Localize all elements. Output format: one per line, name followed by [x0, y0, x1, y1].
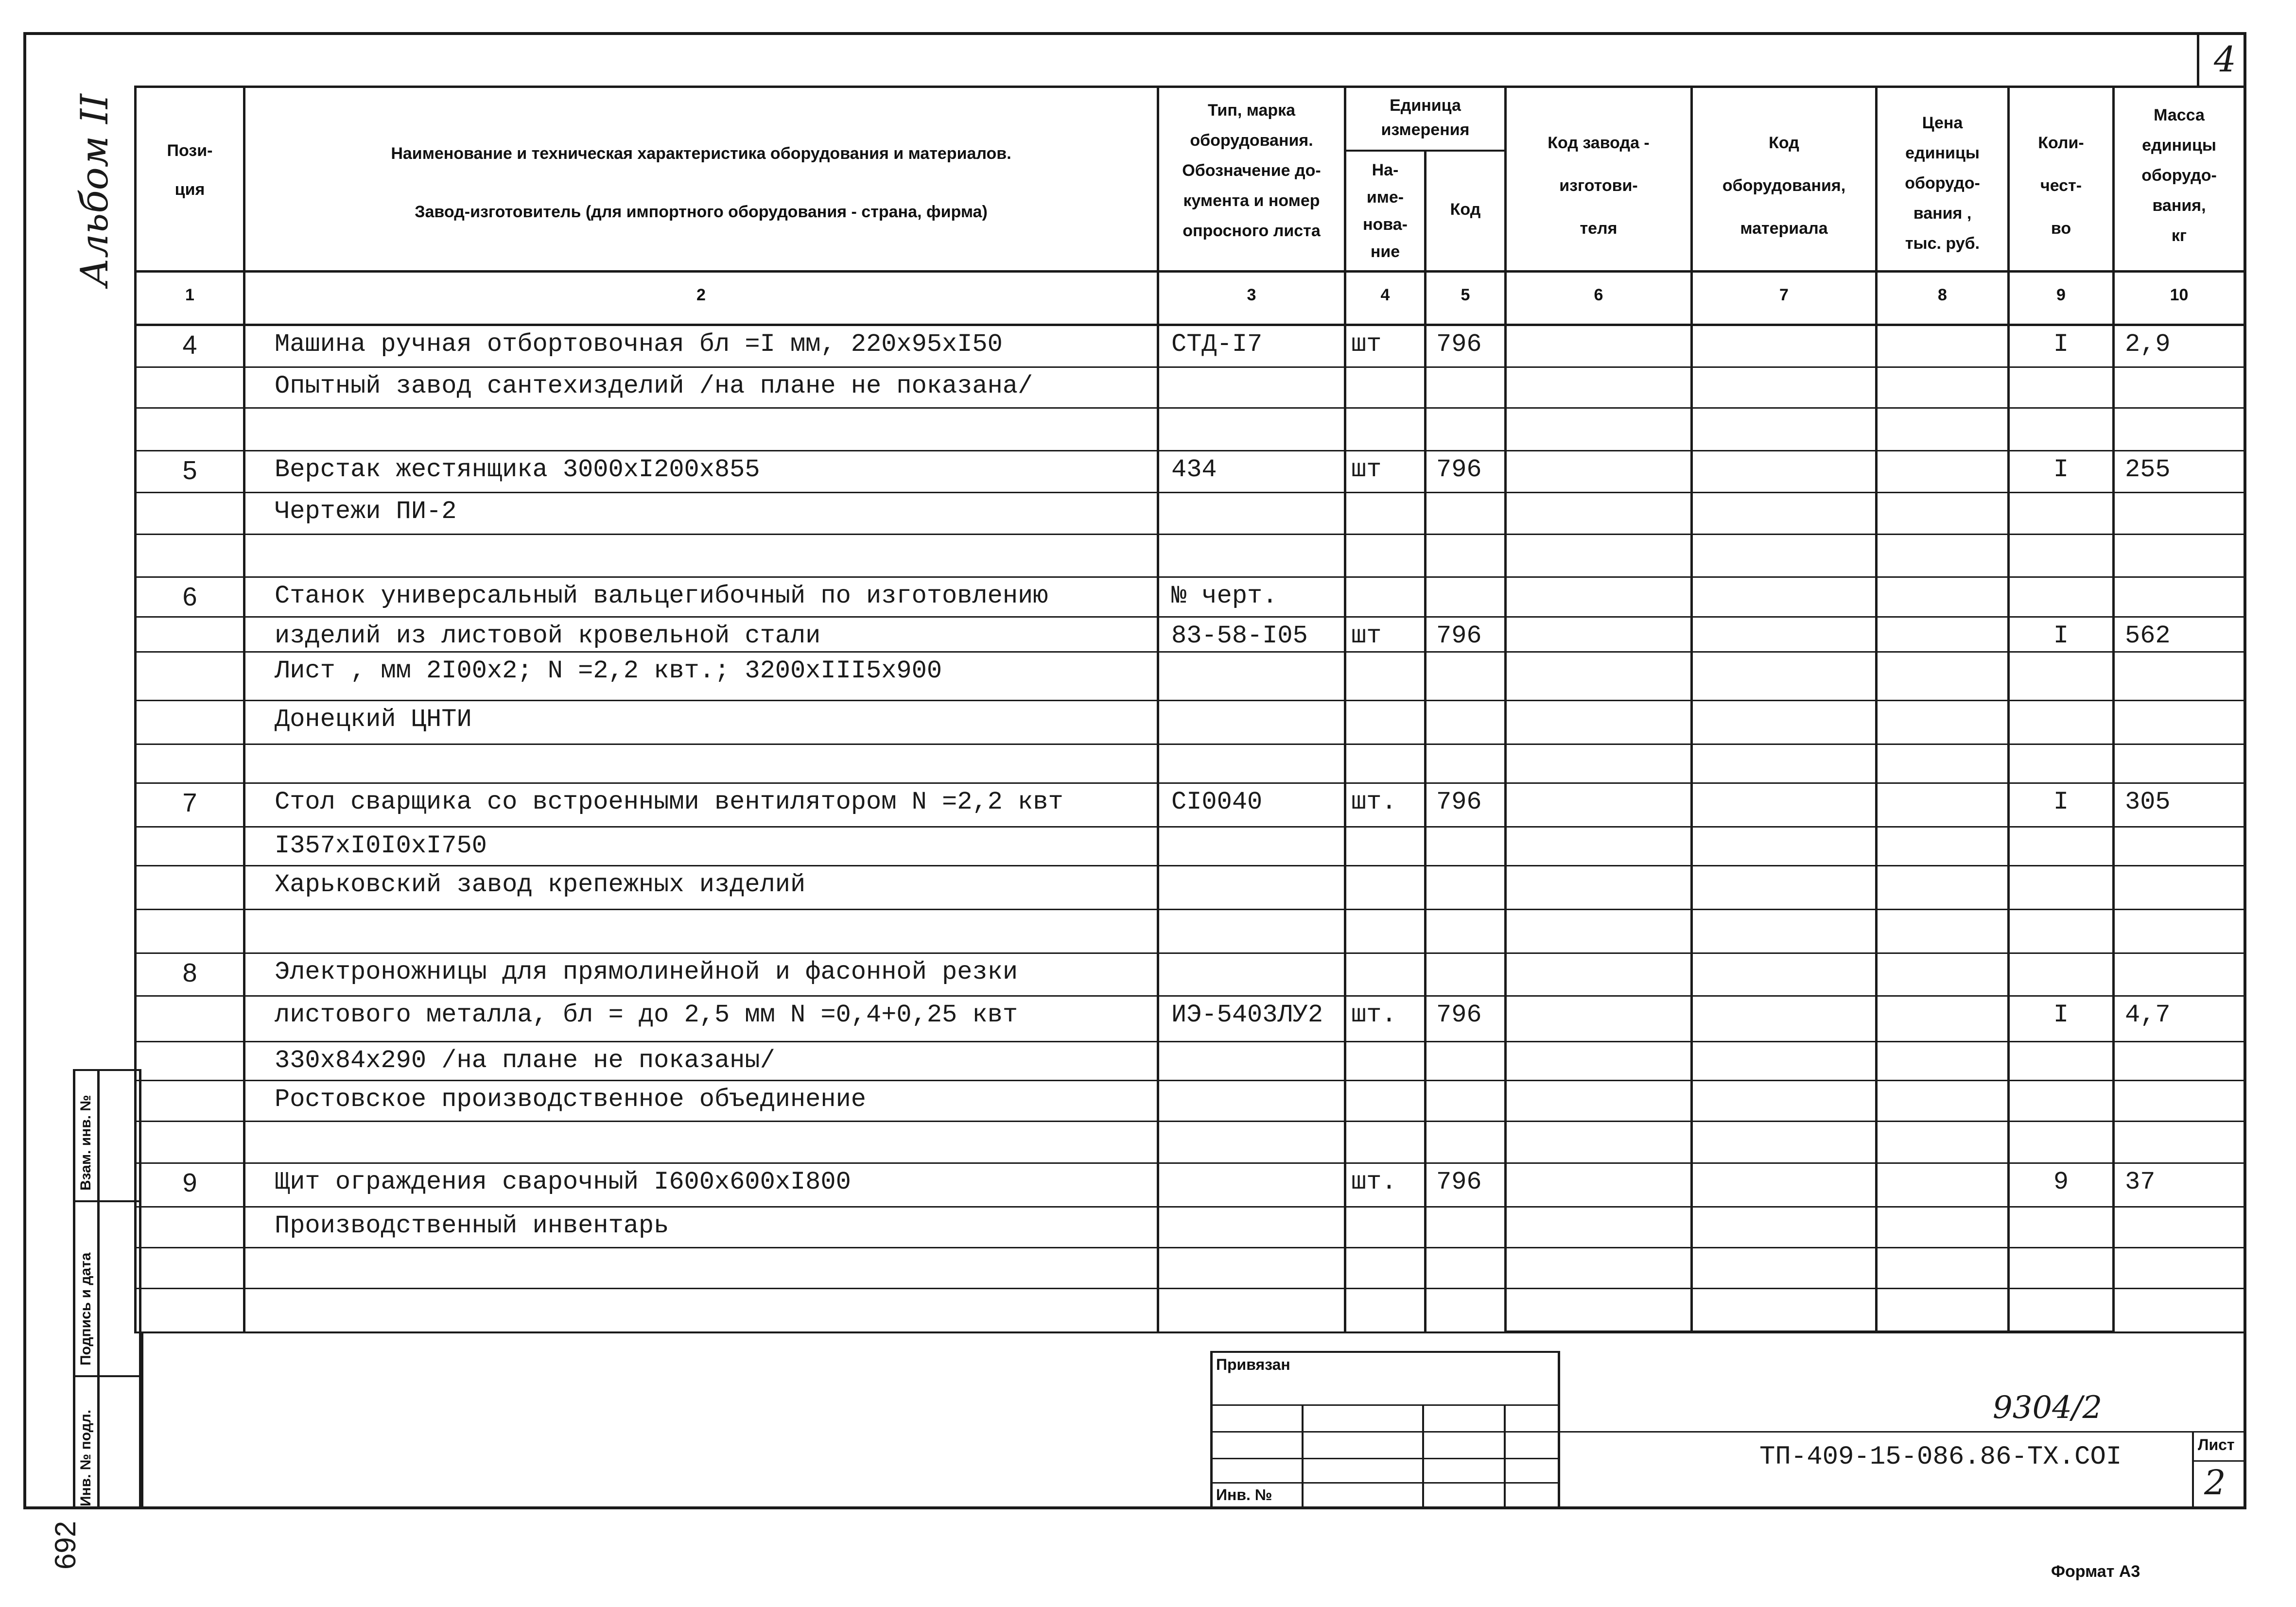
- cell-qty: 9: [2053, 1168, 2069, 1196]
- cell-mass: 305: [2125, 788, 2171, 816]
- cell-pos: 6: [182, 582, 197, 611]
- inv-number-label: Инв. №: [1216, 1486, 1272, 1503]
- header-mass: Масса единицы оборудо- вания, кг: [2141, 106, 2217, 245]
- cell-name: I357xI0I0xI750: [275, 831, 487, 860]
- col-number-5: 5: [1461, 286, 1470, 304]
- cell-unit: шт: [1351, 455, 1382, 484]
- header-unit-name: На- име- нова- ние: [1363, 161, 1408, 261]
- header-quantity: Коли- чест- во: [2038, 134, 2084, 238]
- header-position: Пози- ция: [167, 141, 213, 199]
- cell-name: Донецкий ЦНТИ: [275, 705, 472, 734]
- col-number-7: 7: [1779, 286, 1789, 304]
- cell-name: Машина ручная отбортовочная бл =I мм, 220x95xI50: [275, 330, 1003, 359]
- col-number-1: 1: [185, 286, 194, 304]
- cell-name: Стол сварщика со встроенными вентилятором N =2,2 квт: [275, 788, 1063, 816]
- cell-code: 796: [1436, 1001, 1482, 1029]
- cell-code: 796: [1436, 455, 1482, 484]
- col-number-3: 3: [1247, 286, 1256, 304]
- sheet-label: Лист: [2198, 1436, 2235, 1453]
- frame-left: [23, 32, 26, 1509]
- cell-pos: 9: [182, 1168, 197, 1197]
- col-number-6: 6: [1594, 286, 1603, 304]
- cell-name: 330x84x290 /на плане не показаны/: [275, 1046, 775, 1075]
- document-designation: ТП-409-15-086.86-ТХ.СОI: [1759, 1442, 2122, 1472]
- col-number-4: 4: [1380, 286, 1390, 304]
- cell-qty: I: [2053, 622, 2069, 650]
- privyazan-label: Привязан: [1216, 1356, 1290, 1373]
- cell-type: CI0040: [1171, 788, 1263, 816]
- frame-bottom: [23, 1506, 2245, 1509]
- replaced-inv-label: Взам. инв. №: [78, 1095, 94, 1191]
- cell-mass: 37: [2125, 1168, 2156, 1196]
- cell-qty: I: [2053, 330, 2069, 359]
- col-number-10: 10: [2170, 286, 2189, 304]
- header-unit-group: Единица измерения: [1381, 96, 1470, 139]
- cell-name: Чертежи ПИ-2: [275, 497, 457, 526]
- cell-type: 83-58-I05: [1171, 622, 1308, 650]
- cell-qty: I: [2053, 1001, 2069, 1029]
- handwritten-number: 9304/2: [1993, 1390, 2103, 1426]
- cell-type: № черт.: [1171, 582, 1278, 610]
- cell-type: СТД-I7: [1171, 330, 1263, 359]
- cell-mass: 562: [2125, 622, 2171, 650]
- cell-unit: шт.: [1351, 1168, 1397, 1196]
- cell-name: изделий из листовой кровельной стали: [275, 622, 821, 650]
- cell-name: Щит ограждения сварочный I600x600xI800: [275, 1168, 851, 1196]
- header-unit-code: Код: [1450, 200, 1481, 219]
- col-number-2: 2: [696, 286, 706, 304]
- cell-code: 796: [1436, 330, 1482, 359]
- cell-name: Верстак жестянщика 3000xI200x855: [275, 455, 760, 484]
- corner-page-number: 4: [2214, 39, 2236, 80]
- header-plant-code: Код завода - изготови- теля: [1548, 134, 1650, 238]
- cell-name: листового металла, бл = до 2,5 мм N =0,4+0,25 квт: [275, 1001, 1018, 1029]
- cell-code: 796: [1436, 622, 1482, 650]
- cell-qty: I: [2053, 455, 2069, 484]
- cell-type: 434: [1171, 455, 1217, 484]
- header-equipment-code: Код оборудования, материала: [1722, 134, 1846, 238]
- cell-code: 796: [1436, 788, 1482, 816]
- cell-name: Производственный инвентарь: [275, 1211, 669, 1240]
- header-name: Наименование и техническая характеристика оборудования и материалов. Завод-изготовитель (для импортного оборудования - страна, фирма): [391, 144, 1011, 221]
- cell-unit: шт.: [1351, 1001, 1397, 1029]
- col-number-8: 8: [1938, 286, 1947, 304]
- cell-pos: 7: [182, 788, 197, 817]
- cell-type: ИЭ-5403ЛУ2: [1171, 1001, 1323, 1029]
- cell-pos: 8: [182, 958, 197, 987]
- cell-pos: 4: [182, 330, 197, 360]
- sheet-number: 2: [2204, 1463, 2226, 1503]
- signature-date-label: Подпись и дата: [78, 1252, 94, 1365]
- album-label: Альбом II: [73, 94, 117, 287]
- cell-name: Опытный завод сантехизделий /на плане не показана/: [275, 372, 1033, 400]
- cell-pos: 5: [182, 456, 197, 485]
- cell-unit: шт.: [1351, 788, 1397, 816]
- cell-name: Электроножницы для прямолинейной и фасонной резки: [275, 958, 1018, 986]
- cell-name: Станок универсальный вальцегибочный по изготовлению: [275, 582, 1048, 610]
- cell-mass: 255: [2125, 455, 2171, 484]
- cell-qty: I: [2053, 788, 2069, 816]
- frame-top: [23, 32, 2245, 35]
- header-type: Тип, марка оборудования. Обозначение до- кумента и номер опросного листа: [1182, 101, 1321, 240]
- header-price: Цена единицы оборудо- вания , тыс. руб.: [1905, 114, 1980, 253]
- cell-mass: 4,7: [2125, 1001, 2171, 1029]
- cell-name: Лист , мм 2I00x2; N =2,2 квт.; 3200xIII5x900: [275, 657, 942, 685]
- format-label: Формат А3: [2051, 1562, 2140, 1581]
- left-page-number: 692: [49, 1521, 82, 1570]
- cell-mass: 2,9: [2125, 330, 2171, 359]
- cell-name: Ростовское производственное объединение: [275, 1085, 866, 1114]
- original-inv-label: Инв. № подл.: [78, 1409, 94, 1506]
- cell-name: Харьковский завод крепежных изделий: [275, 870, 806, 899]
- cell-unit: шт: [1351, 622, 1382, 650]
- cell-unit: шт: [1351, 330, 1382, 359]
- col-number-9: 9: [2056, 286, 2066, 304]
- cell-code: 796: [1436, 1168, 1482, 1196]
